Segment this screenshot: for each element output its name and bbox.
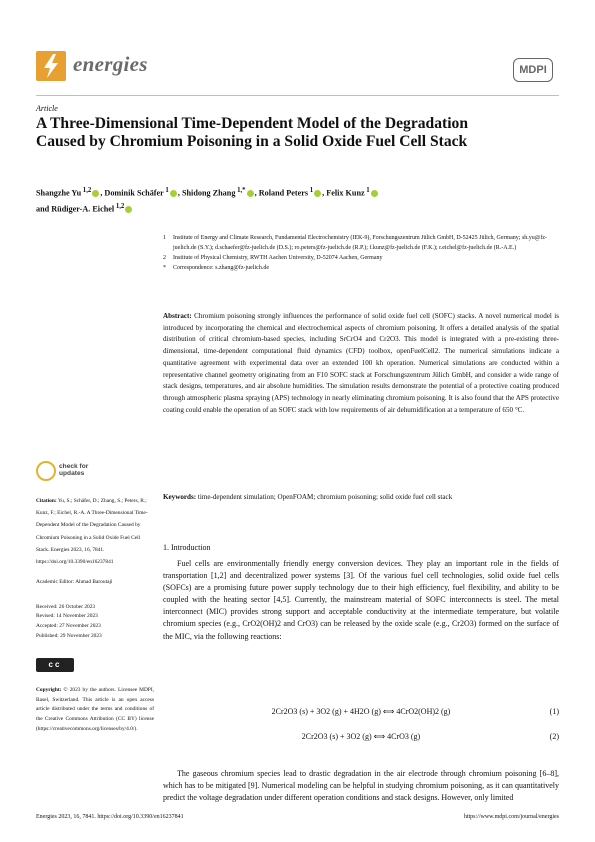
- orcid-icon[interactable]: [371, 190, 378, 197]
- affiliation-number: *: [163, 265, 166, 271]
- paper-title: A Three-Dimensional Time-Dependent Model of the Degradation Caused by Chromium Poisoning in a Solid Oxide Fuel Cell Stack: [36, 115, 468, 150]
- correspondence-text[interactable]: Correspondence: s.zhang@fz-juelich.de: [173, 265, 269, 271]
- author-name[interactable]: Roland Peters: [258, 188, 309, 198]
- affiliation-text: Institute of Energy and Climate Research, Fundamental Electrochemistry (IEK-9), Forschungszentrum Jülich GmbH, D-52425 Jülich, Germany; sh.yu@fz-juelich.de (S.Y.); d.schaefer@fz-juelich.de (D.S.); ro.peters@fz-juelich.de (R.P.); f.kunz@fz-juelich.de (F.K.); r.eichel@fz-juelich.de (R.-A.E.): [173, 235, 547, 251]
- equation-expression: 2Cr2O3 (s) + 3O2 (g) + 4H2O (g) ⟺ 4CrO2(OH)2 (g): [271, 707, 451, 716]
- orcid-icon[interactable]: [92, 190, 99, 197]
- keywords-text: time-dependent simulation; OpenFOAM; chromium poisoning; solid oxide fuel cell stack: [197, 493, 453, 501]
- author-name[interactable]: Felix Kunz: [326, 188, 365, 198]
- author-affil: 1: [366, 187, 370, 194]
- article-dates: [36, 578, 154, 642]
- paragraph-text: The gaseous chromium species lead to drastic degradation in the air electrode through chromium poisoning [6–8], which has to be mitigated [9]. Numerical modeling can be helpful in studying chromium poisoning, as it can quantitatively predict the voltage degradation under different operation conditions and stack designs. However, only limited: [163, 769, 559, 803]
- footer-citation[interactable]: Energies 2023, 16, 7841. https://doi.org/10.3390/en16237841: [36, 814, 184, 820]
- orcid-icon[interactable]: [170, 190, 177, 197]
- author-name[interactable]: Shidong Zhang: [181, 188, 236, 198]
- abstract-label: Abstract:: [163, 312, 192, 320]
- orcid-icon[interactable]: [247, 190, 254, 197]
- check-updates-line2: updates: [59, 470, 85, 478]
- equation-number: (1): [549, 707, 559, 716]
- citation-text[interactable]: Yu, S.; Schäfer, D.; Zhang, S.; Peters, R.; Kunz, F.; Eichel, R.-A. A Three-Dimensional Time-Dependent Model of the Degradation Caused by Chromium Poisoning in a Solid Oxide Fuel Cell Stack. Energies 2023, 16, 7841. https://doi.org/10.3390/en16237841: [36, 498, 148, 566]
- check-for-updates-button[interactable]: [36, 461, 126, 485]
- equation-2: [163, 732, 559, 744]
- author-name[interactable]: Dominik Schäfer: [104, 188, 164, 198]
- citation-label: Citation:: [36, 498, 57, 504]
- equation-1: [163, 707, 559, 719]
- check-updates-icon: [36, 461, 56, 481]
- accepted-date: Accepted: 27 November 2023: [36, 623, 101, 630]
- revised-date: Revised: 14 November 2023: [36, 613, 98, 620]
- publisher-logo[interactable]: MDPI: [513, 58, 553, 82]
- orcid-icon[interactable]: [125, 206, 132, 213]
- abstract: [163, 311, 559, 416]
- author-affil: 1: [165, 187, 169, 194]
- equation-expression: 2Cr2O3 (s) + 3O2 (g) ⟺ 4CrO3 (g): [301, 732, 421, 741]
- affiliation-text: Institute of Physical Chemistry, RWTH Aachen University, D-52074 Aachen, Germany: [173, 255, 383, 261]
- author-name[interactable]: Shangzhe Yu: [36, 188, 82, 198]
- author-affil: 1: [309, 187, 314, 194]
- published-date: Published: 29 November 2023: [36, 632, 102, 639]
- check-updates-line1: check for: [59, 463, 89, 470]
- abstract-text: Chromium poisoning strongly influences the performance of solid oxide fuel cell (SOFC) stacks. A novel numerical model is introduced by incorporating the chemical and electrochemical aspects of chromium poisoning. It offers a detailed analysis of the spatial distribution of critical chromium-based species, including SrCrO4 and Cr2O3. This model is integrated with a pre-existing three-dimensional, time-dependent computational fluid dynamics (CFD) toolbox, openFuelCell2. The numerical simulations indicate a quantitative agreement with experimental data over an extended 100 kh operation. Numerical simulations are conducted within a representative channel geometry originating from an F10 SOFC stack at Forschungszentrum Jülich GmbH, and consider a wide range of stack designs, temperatures, and air absolute humidities. The simulation results demonstrate the potential of a protective coating produced through atmospheric plasma spraying (APS) technology in nearly eliminating chromium poisoning. It is also found that the APS protective coating could enable the operation of an SOFC stack with low requirements of air dehumidification at a temperature of 650 °C.: [163, 312, 559, 414]
- cc-license-badge[interactable]: cc: [36, 658, 74, 672]
- affiliation: [163, 233, 558, 253]
- journal-logo: [36, 51, 66, 81]
- affiliation: [163, 253, 558, 263]
- affiliation-number: 1: [163, 235, 166, 241]
- affiliations: [163, 233, 558, 273]
- academic-editor: Academic Editor: Ahmad Baroutaji: [36, 579, 113, 585]
- intro-paragraph: [163, 558, 559, 643]
- copyright-notice: [36, 686, 154, 735]
- paragraph-text: Fuel cells are environmentally friendly energy conversion devices. They play an important role in the fields of transportation [1,2] and decentralized power systems [3]. Of the various fuel cell technologies, solid oxide fuel cells (SOFCs) are a promising future power supply technology due to their high efficiency, fuel flexibility, and ability to be coupled with the heating sector [4,5]. Currently, the mainstream material of SOFC interconnects is steel. The metal interconnect (MIC) provides strong support and acceptable conductivity at the intermediate temperature, but volatile chromium species (e.g., CrO2(OH)2 and CrO3) can be released by the oxide scale (e.g., Cr2O3) formed on the surface of the MIC, via the following reactions:: [163, 559, 559, 641]
- copyright-text: © 2023 by the authors. Licensee MDPI, Basel, Switzerland. This article is an open access article distributed under the terms and conditions of the Creative Commons Attribution (CC BY) license (https://creativecommons.org/licenses/by/4.0/).: [36, 687, 154, 732]
- header-divider: [36, 95, 559, 96]
- correspondence: [163, 263, 558, 273]
- citation: [36, 495, 154, 568]
- copyright-label: Copyright:: [36, 687, 62, 693]
- author-affil: 1,2: [82, 187, 92, 194]
- author-list: Shangzhe Yu $^{1,2}$ , Dominik Schäfer $^1$ , Shidong Zhang $^{1,*}$ , Roland Peters $^1$ , Felix Kunz $^1$ and Rüdiger-A. Eichel $^{1,2}$: [36, 184, 556, 215]
- footer-journal-link[interactable]: https://www.mdpi.com/journal/energies: [463, 814, 559, 820]
- author-name[interactable]: Rüdiger-A. Eichel: [51, 204, 115, 214]
- author-affil: 1,*: [237, 187, 246, 194]
- intro-paragraph-2: [163, 768, 559, 804]
- page-footer: [36, 814, 559, 820]
- equation-number: (2): [549, 732, 559, 741]
- keywords: [163, 492, 559, 503]
- received-date: Received: 26 October 2023: [36, 603, 96, 610]
- article-type: Article: [36, 104, 58, 113]
- author-affil: 1,2: [115, 202, 125, 210]
- section-heading: 1. Introduction: [163, 543, 211, 552]
- affiliation-number: 2: [163, 255, 166, 261]
- keywords-label: Keywords:: [163, 493, 197, 501]
- journal-name[interactable]: energies: [73, 52, 148, 76]
- orcid-icon[interactable]: [314, 190, 321, 197]
